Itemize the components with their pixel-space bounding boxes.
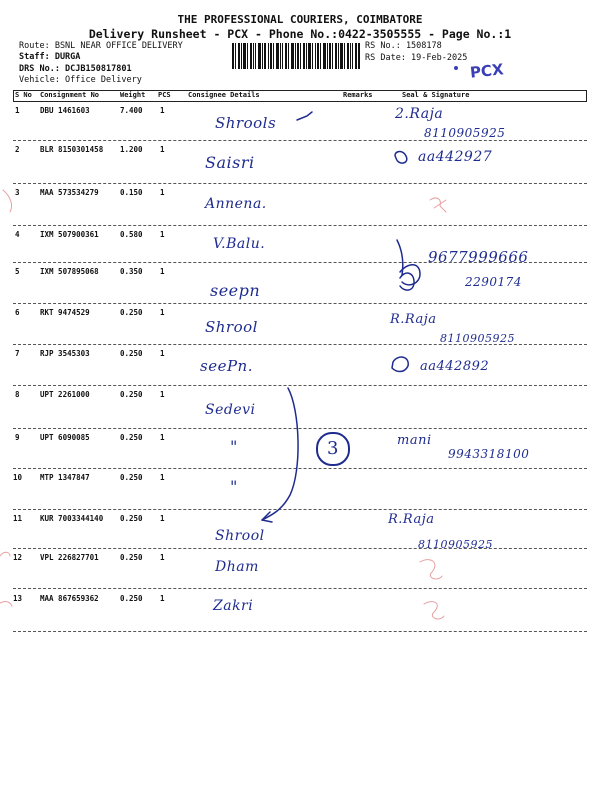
row-sno: 13 (13, 594, 23, 603)
row-consignment: RJP 3545303 (40, 349, 90, 358)
row-pcs: 1 (160, 433, 165, 442)
row-divider (13, 140, 587, 141)
row-signature-phone: 2290174 (465, 275, 522, 289)
row-weight: 0.250 (120, 308, 143, 317)
row-sno: 5 (15, 267, 20, 276)
row-pcs: 1 (160, 390, 165, 399)
row-pcs: 1 (160, 349, 165, 358)
row-signature: R.Raja (388, 512, 435, 527)
row-consignee-handwritten: Annena. (205, 196, 267, 212)
row-sno: 9 (15, 433, 20, 442)
row-sno: 3 (15, 188, 20, 197)
row-divider (13, 588, 587, 589)
vehicle-info: Vehicle: Office Delivery (19, 75, 142, 85)
row-pcs: 1 (160, 106, 165, 115)
col-divider (13, 90, 14, 101)
row-weight: 0.250 (120, 473, 143, 482)
row-sno: 10 (13, 473, 23, 482)
row-signature: 2.Raja (395, 106, 444, 122)
stamp-dot (454, 66, 458, 70)
row-weight: 0.150 (120, 188, 143, 197)
col-header-consignee: Consignee Details (188, 91, 260, 99)
row-consignee-ditto: " (230, 477, 238, 496)
table-top-border (13, 90, 587, 91)
row-consignment: MAA 867659362 (40, 594, 99, 603)
row-signature-phone: aa442927 (418, 149, 493, 165)
row-sno: 7 (15, 349, 20, 358)
row-divider (13, 468, 587, 469)
row-signature-phone: 8110905925 (440, 332, 515, 345)
row-consignee-handwritten: V.Balu. (213, 236, 266, 252)
route-info: Route: BSNL NEAR OFFICE DELIVERY (19, 41, 183, 51)
row-consignment: DBU 1461603 (40, 106, 90, 115)
company-title: THE PROFESSIONAL COURIERS, COIMBATORE (177, 13, 423, 26)
row-signature-phone: 8110905925 (424, 126, 506, 140)
row-divider (13, 509, 587, 510)
barcode-image (232, 43, 360, 69)
row-weight: 0.250 (120, 514, 143, 523)
circled-annotation: 3 (316, 432, 350, 466)
row-sno: 11 (13, 514, 23, 523)
row-divider (13, 631, 587, 632)
row-consignment: UPT 6090085 (40, 433, 90, 442)
row-weight: 0.250 (120, 553, 143, 562)
row-weight: 1.200 (120, 145, 143, 154)
row-signature: R.Raja (390, 312, 437, 327)
row-weight: 7.400 (120, 106, 143, 115)
row-consignment: MAA 573534279 (40, 188, 99, 197)
header-divider (13, 101, 587, 102)
row-weight: 0.580 (120, 230, 143, 239)
row-weight: 0.250 (120, 433, 143, 442)
row-consignment: KUR 7003344140 (40, 514, 104, 523)
row-pcs: 1 (160, 230, 165, 239)
row-consignee-handwritten: Sedevi (205, 402, 256, 418)
runsheet-subtitle: Delivery Runsheet - PCX - Phone No.:0422-3505555 - Page No.:1 (88, 27, 512, 41)
row-pcs: 1 (160, 514, 165, 523)
row-sno: 2 (15, 145, 20, 154)
row-sno: 6 (15, 308, 20, 317)
row-pcs: 1 (160, 594, 165, 603)
col-divider (586, 90, 587, 101)
col-header-pcs: PCS (158, 91, 171, 99)
row-signature-phone: aa442892 (420, 359, 490, 374)
row-pcs: 1 (160, 145, 165, 154)
row-consignee-handwritten: Shrools (215, 114, 277, 132)
row-weight: 0.350 (120, 267, 143, 276)
row-pcs: 1 (160, 267, 165, 276)
row-weight: 0.250 (120, 349, 143, 358)
row-consignee-handwritten: Zakri (213, 598, 254, 614)
row-sno: 8 (15, 390, 20, 399)
row-consignee-handwritten: seepn (210, 281, 261, 300)
row-pcs: 1 (160, 473, 165, 482)
row-divider (13, 183, 587, 184)
row-consignee-handwritten: Saisri (205, 153, 255, 172)
row-signature-phone: 8110905925 (418, 538, 493, 551)
row-consignee-handwritten: Shrool (215, 528, 265, 544)
row-consignment: RKT 9474529 (40, 308, 90, 317)
row-consignee-handwritten: seePn. (200, 357, 253, 375)
col-header-remarks: Remarks (343, 91, 373, 99)
staff-info: Staff: DURGA (19, 52, 81, 62)
row-consignment: MTP 1347847 (40, 473, 90, 482)
col-header-weight: Weight (120, 91, 146, 99)
rs-date: RS Date: 19-Feb-2025 (365, 53, 468, 63)
row-sno: 4 (15, 230, 20, 239)
row-divider (13, 344, 587, 345)
row-divider (13, 262, 587, 263)
row-sno: 1 (15, 106, 20, 115)
row-consignee-ditto: " (230, 437, 238, 456)
rs-number: RS No.: 1508178 (365, 41, 442, 51)
row-signature-phone: 9677999666 (428, 248, 529, 266)
row-sno: 12 (13, 553, 23, 562)
row-pcs: 1 (160, 553, 165, 562)
row-divider (13, 303, 587, 304)
row-consignment: UPT 2261000 (40, 390, 90, 399)
row-weight: 0.250 (120, 594, 143, 603)
row-pcs: 1 (160, 308, 165, 317)
row-signature-phone: 9943318100 (448, 447, 530, 461)
col-header-signature: Seal & Signature (402, 91, 470, 99)
row-divider (13, 225, 587, 226)
row-divider (13, 428, 587, 429)
row-consignment: VPL 226827701 (40, 553, 99, 562)
col-header-sno: S No (15, 91, 32, 99)
row-consignment: BLR 8150301458 (40, 145, 104, 154)
row-consignment: IXM 507895068 (40, 267, 99, 276)
row-weight: 0.250 (120, 390, 143, 399)
row-consignment: IXM 507900361 (40, 230, 99, 239)
row-divider (13, 548, 587, 549)
row-consignee-handwritten: Dham (215, 559, 259, 575)
row-divider (13, 385, 587, 386)
pcx-stamp: PCX (469, 60, 505, 82)
row-pcs: 1 (160, 188, 165, 197)
col-header-consignment: Consignment No (40, 91, 100, 99)
row-consignee-handwritten: Shrool (205, 318, 258, 336)
row-signature: mani (397, 433, 432, 448)
drs-info: DRS No.: DCJB150817801 (19, 64, 132, 74)
